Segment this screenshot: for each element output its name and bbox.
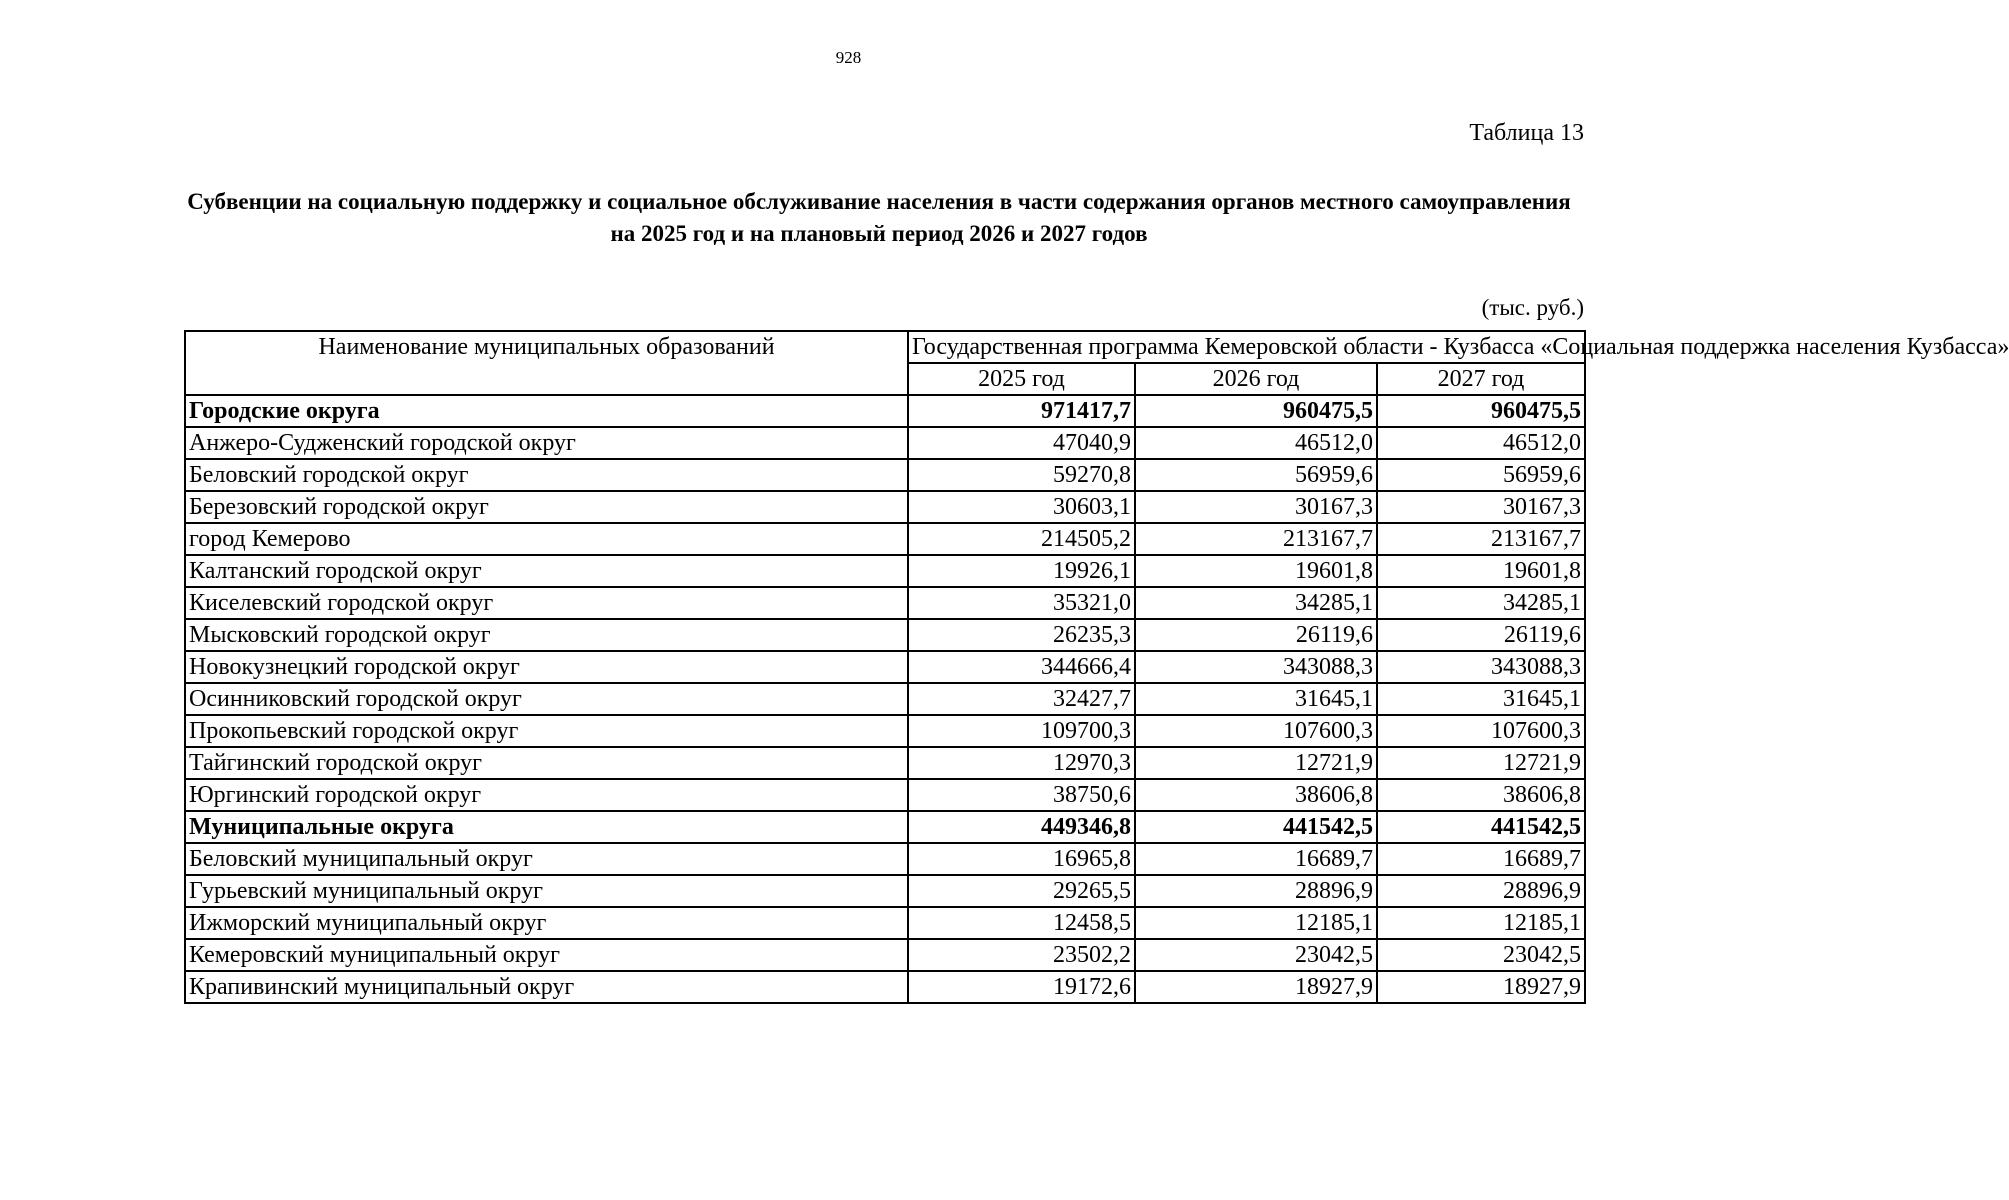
cell-value-2025: 47040,9 (908, 427, 1135, 459)
table-row (185, 523, 1585, 555)
header-state-program: Государственная программа Кемеровской области - Кузбасса «Социальная поддержка населения Кузбасса» (908, 331, 1585, 363)
cell-municipality-name: Киселевский городской округ (185, 587, 908, 619)
cell-municipality-name: Анжеро-Судженский городской округ (185, 427, 908, 459)
cell-value-2027: 12185,1 (1377, 907, 1585, 939)
cell-value-2027: 46512,0 (1377, 427, 1585, 459)
cell-value-2026: 31645,1 (1135, 683, 1377, 715)
table-header-row (185, 331, 1585, 363)
cell-value-2025: 344666,4 (908, 651, 1135, 683)
cell-value-2025: 19926,1 (908, 555, 1135, 587)
table-row (185, 651, 1585, 683)
table-row (185, 587, 1585, 619)
table-label: Таблица 13 (1469, 120, 1584, 146)
cell-value-2026: 960475,5 (1135, 395, 1377, 427)
cell-value-2025: 109700,3 (908, 715, 1135, 747)
header-municipality-name: Наименование муниципальных образований (185, 331, 908, 395)
cell-value-2025: 26235,3 (908, 619, 1135, 651)
cell-value-2026: 107600,3 (1135, 715, 1377, 747)
cell-municipality-name: Прокопьевский городской округ (185, 715, 908, 747)
cell-value-2025: 59270,8 (908, 459, 1135, 491)
table-row (185, 747, 1585, 779)
table-row (185, 939, 1585, 971)
cell-value-2027: 23042,5 (1377, 939, 1585, 971)
cell-value-2027: 441542,5 (1377, 811, 1585, 843)
table-row (185, 779, 1585, 811)
cell-municipality-name: Юргинский городской округ (185, 779, 908, 811)
table-row (185, 459, 1585, 491)
cell-value-2027: 16689,7 (1377, 843, 1585, 875)
cell-value-2025: 214505,2 (908, 523, 1135, 555)
table-row (185, 683, 1585, 715)
cell-value-2025: 29265,5 (908, 875, 1135, 907)
table-row (185, 715, 1585, 747)
page-number: 928 (835, 48, 862, 67)
cell-value-2026: 46512,0 (1135, 427, 1377, 459)
cell-value-2026: 18927,9 (1135, 971, 1377, 1003)
cell-value-2026: 38606,8 (1135, 779, 1377, 811)
cell-value-2025: 449346,8 (908, 811, 1135, 843)
cell-value-2027: 18927,9 (1377, 971, 1585, 1003)
table-row (185, 619, 1585, 651)
cell-municipality-name: Осинниковский городской округ (185, 683, 908, 715)
units-label: (тыс. руб.) (1481, 295, 1584, 320)
cell-value-2026: 34285,1 (1135, 587, 1377, 619)
table-group-row (185, 395, 1585, 427)
cell-municipality-name: Гурьевский муниципальный округ (185, 875, 908, 907)
table-row (185, 971, 1585, 1003)
cell-value-2026: 28896,9 (1135, 875, 1377, 907)
cell-municipality-name: Кемеровский муниципальный округ (185, 939, 908, 971)
cell-value-2025: 12458,5 (908, 907, 1135, 939)
cell-value-2027: 960475,5 (1377, 395, 1585, 427)
table-row (185, 875, 1585, 907)
cell-value-2027: 38606,8 (1377, 779, 1585, 811)
cell-municipality-name: Новокузнецкий городской округ (185, 651, 908, 683)
document-title: Субвенции на социальную поддержку и социальное обслуживание населения в части содержания органов местного самоуправления на 2025 год и на плановый период 2026 и 2027 годов (187, 189, 1571, 246)
table-row (185, 427, 1585, 459)
cell-value-2026: 26119,6 (1135, 619, 1377, 651)
subventions-table (184, 330, 2009, 1004)
table-body (185, 395, 1585, 1003)
cell-municipality-name: Беловский муниципальный округ (185, 843, 908, 875)
table-row (185, 491, 1585, 523)
cell-value-2027: 12721,9 (1377, 747, 1585, 779)
cell-municipality-name: Березовский городской округ (185, 491, 908, 523)
cell-municipality-name: Крапивинский муниципальный округ (185, 971, 908, 1003)
header-year-2026: 2026 год (1135, 363, 1377, 395)
cell-municipality-name: Городские округа (185, 395, 908, 427)
cell-value-2025: 16965,8 (908, 843, 1135, 875)
cell-value-2025: 12970,3 (908, 747, 1135, 779)
cell-value-2026: 12185,1 (1135, 907, 1377, 939)
cell-value-2027: 19601,8 (1377, 555, 1585, 587)
cell-value-2027: 26119,6 (1377, 619, 1585, 651)
cell-value-2027: 213167,7 (1377, 523, 1585, 555)
table-group-row (185, 811, 1585, 843)
cell-value-2026: 56959,6 (1135, 459, 1377, 491)
cell-municipality-name: Мысковский городской округ (185, 619, 908, 651)
cell-value-2027: 30167,3 (1377, 491, 1585, 523)
cell-municipality-name: Беловский городской округ (185, 459, 908, 491)
cell-value-2026: 441542,5 (1135, 811, 1377, 843)
table-row (185, 555, 1585, 587)
header-year-2025: 2025 год (908, 363, 1135, 395)
cell-value-2027: 107600,3 (1377, 715, 1585, 747)
cell-value-2025: 971417,7 (908, 395, 1135, 427)
table-row (185, 843, 1585, 875)
cell-value-2025: 30603,1 (908, 491, 1135, 523)
cell-value-2025: 38750,6 (908, 779, 1135, 811)
cell-value-2026: 213167,7 (1135, 523, 1377, 555)
cell-value-2027: 56959,6 (1377, 459, 1585, 491)
cell-value-2027: 31645,1 (1377, 683, 1585, 715)
cell-value-2026: 343088,3 (1135, 651, 1377, 683)
cell-municipality-name: Тайгинский городской округ (185, 747, 908, 779)
cell-value-2025: 32427,7 (908, 683, 1135, 715)
cell-value-2027: 34285,1 (1377, 587, 1585, 619)
cell-municipality-name: Муниципальные округа (185, 811, 908, 843)
header-year-2027: 2027 год (1377, 363, 1585, 395)
cell-value-2025: 35321,0 (908, 587, 1135, 619)
cell-value-2026: 16689,7 (1135, 843, 1377, 875)
cell-value-2027: 28896,9 (1377, 875, 1585, 907)
cell-value-2027: 343088,3 (1377, 651, 1585, 683)
cell-municipality-name: Калтанский городской округ (185, 555, 908, 587)
cell-value-2026: 19601,8 (1135, 555, 1377, 587)
cell-value-2026: 30167,3 (1135, 491, 1377, 523)
table-row (185, 907, 1585, 939)
cell-value-2025: 23502,2 (908, 939, 1135, 971)
cell-value-2025: 19172,6 (908, 971, 1135, 1003)
cell-value-2026: 12721,9 (1135, 747, 1377, 779)
cell-municipality-name: город Кемерово (185, 523, 908, 555)
cell-municipality-name: Ижморский муниципальный округ (185, 907, 908, 939)
cell-value-2026: 23042,5 (1135, 939, 1377, 971)
